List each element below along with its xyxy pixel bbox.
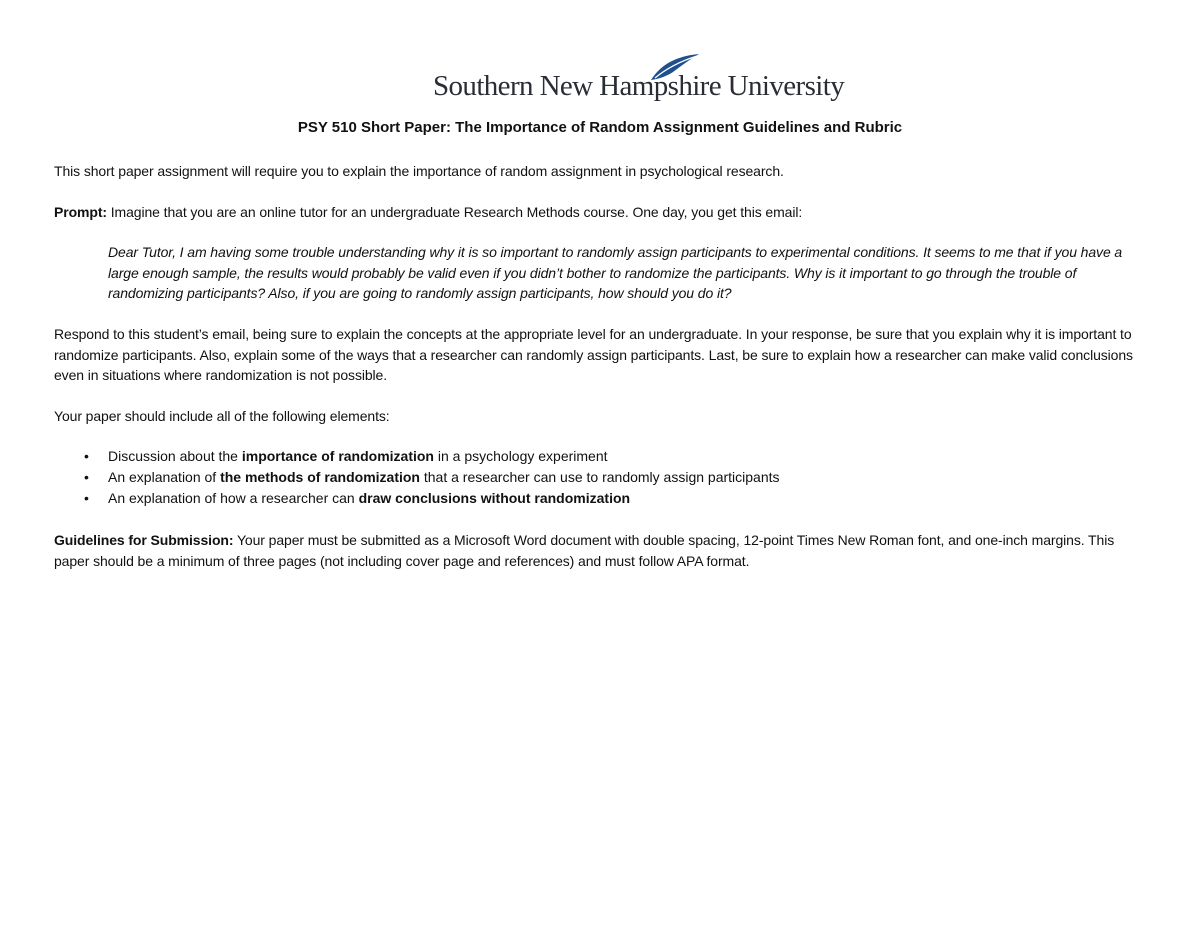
document-title: PSY 510 Short Paper: The Importance of Random Assignment Guidelines and Rubric (297, 119, 903, 136)
guidelines-label: Guidelines for Submission: (54, 532, 234, 548)
list-item: • An explanation of how a researcher can draw conclusions without randomization (54, 488, 1149, 509)
elements-list (54, 446, 1149, 509)
prompt-label: Prompt: (54, 204, 107, 220)
bullet-icon: • (84, 469, 89, 485)
guidelines-paragraph (54, 530, 1149, 571)
prompt-paragraph (54, 202, 1149, 223)
prompt-text: Imagine that you are an online tutor for an undergraduate Research Methods course. One day, you get this email: (106, 204, 803, 220)
list-item: • Discussion about the importance of randomization in a psychology experiment (54, 446, 1149, 467)
respond-paragraph: Respond to this student’s email, being sure to explain the concepts at the appropriate level for an undergraduate. In your response, be sure that you explain why it is important to randomize participants. Also, explain some of the ways that a researcher can randomly assign participants. Last, be sure to explain how a researcher can make valid conclusions even in situations where randomization is not possible. (54, 326, 1133, 383)
guidelines-text: Your paper must be submitted as a Microsoft Word document with double spacing, 12-point Times New Roman font, and one-inch margins. This paper should be a minimum of three pages (not including cover page and references) and must follow APA format. (54, 532, 1115, 569)
logo-text: Southern New Hampshire University (433, 70, 845, 102)
bullet-icon: • (84, 448, 89, 464)
student-email-quote: Dear Tutor, I am having some trouble understanding why it is so important to randomly assign participants to experimental conditions. It seems to me that if you have a large enough sample, the results would probably be valid even if you didn’t bother to randomize the participants. Why is it important to go through the trouble of randomizing participants? Also, if you are going to randomly assign participants, how should you do it? (108, 244, 1123, 301)
bullet-icon: • (84, 490, 89, 506)
list-item: • An explanation of the methods of randomization that a researcher can use to randomly assign participants (54, 467, 1149, 488)
intro-paragraph: This short paper assignment will require you to explain the importance of random assignment in psychological research. (54, 163, 784, 179)
elements-intro: Your paper should include all of the following elements: (54, 408, 390, 424)
university-logo (433, 52, 845, 108)
